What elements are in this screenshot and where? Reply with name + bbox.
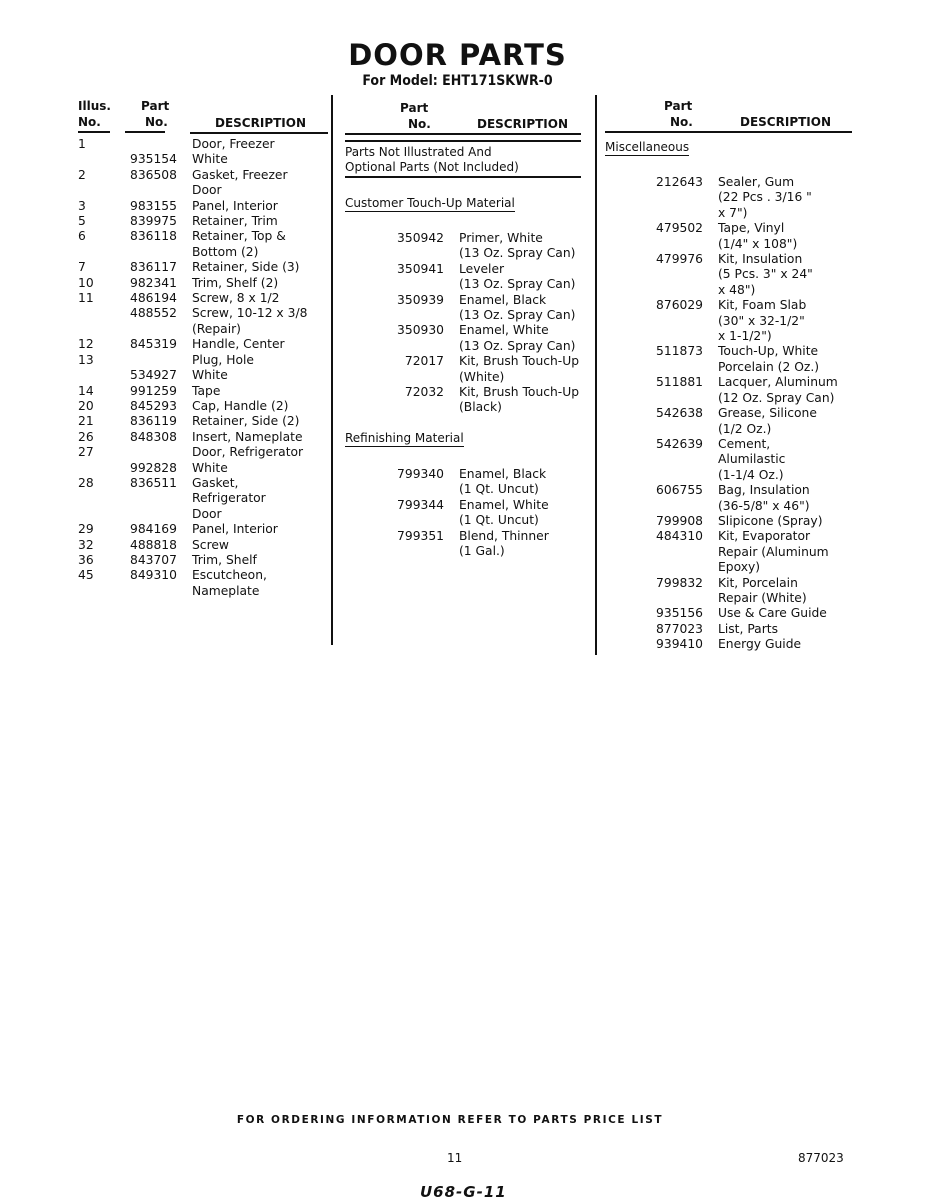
column-divider (595, 95, 597, 655)
section-text: Miscellaneous (605, 140, 690, 154)
part-description (718, 637, 801, 652)
description-line: (12 Oz. Spray Can) (718, 390, 835, 405)
description-line: White (192, 368, 228, 383)
description-line: (White) (459, 369, 505, 384)
part-number: 799908 (656, 513, 703, 528)
part-description (459, 231, 575, 262)
table-row (78, 353, 307, 368)
illus-number: 7 (78, 260, 86, 275)
table-row (648, 175, 838, 221)
part-number: 843707 (130, 552, 177, 567)
part-description (192, 414, 299, 429)
part-header (400, 100, 431, 132)
description-line: Kit, Foam Slab (718, 298, 807, 313)
description-line: Retainer, Trim (192, 214, 278, 229)
section-text: Refinishing Material (345, 431, 464, 445)
table-row (388, 498, 549, 529)
description-line: (Black) (459, 400, 502, 415)
description-line: (13 Oz. Spray Can) (459, 338, 576, 353)
part-description (718, 622, 778, 637)
column-divider (331, 95, 333, 645)
table-row (648, 637, 838, 652)
part-number (130, 445, 192, 460)
part-description (192, 229, 286, 260)
description-line: Porcelain (2 Oz.) (718, 359, 820, 374)
table-row (78, 445, 307, 460)
description-line: Screw, 8 x 1/2 (192, 291, 280, 306)
rule (345, 176, 581, 178)
description-line: Kit, Insulation (718, 252, 803, 267)
table-row (78, 229, 307, 260)
section-text: Customer Touch-Up Material (345, 196, 515, 210)
illus-number: 1 (78, 137, 86, 151)
part-number: 984169 (130, 522, 177, 537)
part-number: 839975 (130, 214, 177, 229)
table-row (78, 368, 307, 383)
table-row (388, 354, 579, 385)
part-description (192, 538, 229, 553)
illus-number: 28 (78, 475, 94, 490)
illus-number: 20 (78, 398, 94, 413)
part-description (192, 476, 266, 522)
document-number: 877023 (798, 1151, 844, 1165)
description-line: Enamel, White (459, 497, 549, 512)
part-number: 836508 (130, 167, 177, 182)
part-description (192, 168, 288, 199)
part-number: 799832 (656, 575, 703, 590)
illus-number: 27 (78, 445, 94, 460)
illus-number: 13 (78, 352, 94, 367)
description-line: Primer, White (459, 231, 543, 245)
part-number: 488818 (130, 537, 177, 552)
description-line: Tape, Vinyl (718, 221, 785, 236)
description-line: Nameplate (192, 583, 260, 598)
part-number: 350930 (397, 323, 444, 338)
part-description (192, 260, 299, 275)
section-not-illustrated (345, 145, 519, 176)
part-description (718, 406, 817, 437)
illus-number (78, 152, 130, 167)
description-header: DESCRIPTION (740, 115, 832, 129)
part-description (718, 175, 812, 221)
table-row (78, 199, 307, 214)
description-line: Enamel, Black (459, 467, 547, 481)
description-line: (22 Pcs . 3/16 " (718, 190, 812, 205)
illus-number: 14 (78, 383, 94, 398)
table-row (648, 375, 838, 406)
description-line: Trim, Shelf (192, 552, 257, 567)
table-row (78, 461, 307, 476)
part-number: 845319 (130, 337, 177, 352)
description-line: (1 Gal.) (459, 544, 505, 559)
part-number: 877023 (656, 621, 703, 636)
section-text: Parts Not Illustrated And (345, 145, 492, 159)
part-number: 836511 (130, 475, 177, 490)
description-line: Enamel, Black (459, 292, 547, 307)
part-number: 486194 (130, 291, 177, 306)
part-description (192, 430, 303, 445)
description-line: Retainer, Side (3) (192, 260, 300, 275)
illus-number (78, 306, 130, 337)
description-line: x 48") (718, 282, 756, 297)
part-number: 534927 (130, 368, 177, 383)
table-row (78, 430, 307, 445)
page-number: 11 (447, 1151, 463, 1165)
table-row (78, 168, 307, 199)
table-row (648, 622, 838, 637)
table-row (388, 385, 579, 416)
table-row (78, 214, 307, 229)
description-line: (1/2 Oz.) (718, 421, 772, 436)
description-line: Lacquer, Aluminum (718, 375, 838, 390)
ordering-note: FOR ORDERING INFORMATION REFER TO PARTS PRICE LIST (236, 1114, 664, 1126)
part-number: 479976 (656, 252, 703, 267)
part-number: 72032 (404, 385, 444, 400)
part-number: 799340 (397, 467, 444, 481)
parts-table-col1 (78, 137, 307, 599)
description-line: (13 Oz. Spray Can) (459, 308, 576, 323)
part-description (192, 337, 285, 352)
part-number: 212643 (656, 175, 703, 189)
part-description (459, 293, 575, 324)
description-line: Bag, Insulation (718, 483, 810, 498)
table-row (648, 514, 838, 529)
part-description (718, 221, 797, 252)
illus-number: 2 (78, 167, 86, 182)
description-line: Panel, Interior (192, 198, 278, 213)
model-subtitle: For Model: EHT171SKWR-0 (362, 73, 553, 89)
header-text: Part (141, 99, 170, 113)
part-description (192, 568, 267, 599)
part-number: 836117 (130, 260, 177, 275)
description-line: (13 Oz. Spray Can) (459, 277, 576, 292)
description-line: Trim, Shelf (2) (192, 275, 279, 290)
description-line: Screw (192, 537, 229, 552)
part-number: 848308 (130, 429, 177, 444)
description-line: Sealer, Gum (718, 175, 795, 189)
part-description (192, 553, 257, 568)
description-line: Leveler (459, 261, 505, 276)
description-line: White (192, 460, 228, 475)
part-description (192, 399, 288, 414)
illus-header (78, 98, 111, 130)
description-line: (1-1/4 Oz.) (718, 467, 784, 482)
description-line: (1/4" x 108") (718, 236, 798, 251)
part-description (192, 199, 278, 214)
description-line: Alumilastic (718, 452, 786, 467)
illus-number: 10 (78, 275, 94, 290)
part-number: 935156 (656, 606, 703, 621)
description-line: Repair (Aluminum (718, 544, 829, 559)
part-description (718, 298, 806, 344)
table-row (78, 384, 307, 399)
description-line: Tape (192, 383, 221, 398)
description-line: Cement, (718, 436, 771, 451)
illus-number: 11 (78, 291, 94, 306)
description-line: Touch-Up, White (718, 344, 819, 359)
part-number: 350942 (397, 231, 444, 245)
table-row (78, 260, 307, 275)
rule (605, 131, 852, 133)
description-header: DESCRIPTION (477, 117, 569, 131)
table-row (648, 529, 838, 575)
part-description (192, 276, 278, 291)
table-row (78, 137, 307, 152)
part-number: 511873 (656, 344, 703, 359)
misc-table (648, 175, 838, 653)
part-description (718, 375, 838, 406)
table-row (78, 337, 307, 352)
part-number: 479502 (656, 221, 703, 236)
table-row (388, 529, 549, 560)
illus-number: 3 (78, 198, 86, 213)
table-row (78, 476, 307, 522)
part-description (192, 461, 228, 476)
description-line: Blend, Thinner (459, 528, 549, 543)
table-row (648, 252, 838, 298)
description-line: x 7") (718, 205, 748, 220)
part-description (192, 384, 220, 399)
rule (190, 132, 328, 134)
illus-number: 21 (78, 414, 94, 429)
table-row (648, 298, 838, 344)
part-description (192, 368, 228, 383)
section-touchup (345, 196, 515, 211)
description-line: Slipicone (Spray) (718, 513, 823, 528)
part-description (192, 522, 278, 537)
description-line: (30" x 32-1/2" (718, 313, 805, 328)
part-number: 350939 (397, 292, 444, 307)
table-row (648, 576, 838, 607)
table-row (78, 553, 307, 568)
part-number: 488552 (130, 306, 177, 321)
part-number: 606755 (656, 483, 703, 498)
description-line: (36-5/8" x 46") (718, 498, 810, 513)
description-line: Energy Guide (718, 637, 802, 652)
part-description (718, 344, 819, 375)
part-number: 991259 (130, 383, 177, 398)
table-row (648, 221, 838, 252)
part-number: 992828 (130, 460, 177, 475)
part-description (718, 576, 807, 607)
part-description (192, 152, 228, 167)
part-header (664, 98, 693, 130)
part-number: 511881 (656, 375, 703, 390)
description-line: Door (192, 506, 222, 521)
table-row (648, 437, 838, 483)
part-header (141, 98, 169, 130)
part-description (718, 514, 823, 529)
table-row (78, 414, 307, 429)
description-line: Handle, Center (192, 337, 285, 352)
illus-number (78, 461, 130, 476)
rule (345, 133, 581, 135)
part-description (459, 323, 575, 354)
part-number (130, 137, 192, 152)
table-row (388, 323, 579, 354)
header-text: No. (78, 115, 101, 129)
part-description (192, 291, 280, 306)
illus-number (78, 368, 130, 383)
description-line: (13 Oz. Spray Can) (459, 246, 576, 261)
part-description (192, 353, 254, 368)
header-text: Illus. (78, 99, 111, 113)
description-line: Plug, Hole (192, 352, 255, 367)
part-number (130, 353, 192, 368)
description-line: Enamel, White (459, 323, 549, 338)
description-line: Use & Care Guide (718, 606, 827, 621)
description-line: White (192, 152, 228, 167)
table-row (388, 231, 579, 262)
header-text: No. (408, 117, 431, 131)
part-number: 836118 (130, 229, 177, 244)
description-line: (5 Pcs. 3" x 24" (718, 267, 813, 282)
description-line: x 1-1/2") (718, 329, 772, 344)
description-line: Kit, Porcelain (718, 575, 798, 590)
part-number: 799344 (397, 497, 444, 512)
description-line: Kit, Evaporator (718, 529, 811, 544)
part-description (459, 354, 579, 385)
description-line: Bottom (2) (192, 244, 259, 259)
description-line: Insert, Nameplate (192, 429, 303, 444)
part-description (718, 437, 785, 483)
part-description (718, 252, 813, 298)
description-line: Door, Freezer (192, 137, 275, 151)
part-description (459, 467, 546, 498)
description-line: Cap, Handle (2) (192, 398, 289, 413)
part-number: 542639 (656, 436, 703, 451)
description-header: DESCRIPTION (215, 116, 307, 130)
description-line: Kit, Brush Touch-Up (459, 354, 580, 369)
table-row (78, 152, 307, 167)
description-line: Panel, Interior (192, 522, 278, 537)
table-row (78, 306, 307, 337)
rule (345, 140, 581, 142)
header-text: Part (400, 101, 429, 115)
illus-number: 29 (78, 522, 94, 537)
part-number: 484310 (656, 529, 703, 544)
section-text: Optional Parts (Not Included) (345, 160, 519, 175)
table-row (78, 276, 307, 291)
part-description (192, 137, 275, 152)
part-description (192, 445, 303, 460)
illus-number: 6 (78, 229, 86, 244)
illus-number: 36 (78, 552, 94, 567)
description-line: Epoxy) (718, 560, 761, 575)
part-number: 982341 (130, 275, 177, 290)
header-text: Part (664, 99, 693, 113)
part-number: 350941 (397, 261, 444, 276)
description-line: Door (192, 183, 222, 198)
table-row (78, 399, 307, 414)
part-number: 876029 (656, 298, 703, 313)
header-text: No. (145, 115, 168, 129)
part-description (459, 385, 579, 416)
table-row (78, 568, 307, 599)
illus-number: 5 (78, 214, 86, 229)
part-description (459, 498, 549, 529)
refinishing-table (388, 467, 549, 559)
description-line: Refrigerator (192, 491, 266, 506)
description-line: Grease, Silicone (718, 406, 817, 421)
description-line: Escutcheon, (192, 568, 267, 583)
part-description (192, 214, 278, 229)
part-number: 542638 (656, 406, 703, 421)
part-description (718, 483, 810, 514)
part-description (718, 606, 827, 621)
table-row (78, 291, 307, 306)
description-line: (1 Qt. Uncut) (459, 482, 539, 497)
header-text: No. (670, 115, 693, 129)
illus-number: 12 (78, 337, 94, 352)
part-number: 799351 (397, 528, 444, 543)
description-line: Gasket, Freezer (192, 167, 288, 182)
page-title: DOOR PARTS (348, 38, 567, 72)
section-misc (605, 140, 689, 155)
description-line: List, Parts (718, 621, 778, 636)
table-row (648, 606, 838, 621)
part-number: 939410 (656, 637, 703, 652)
section-refinishing (345, 431, 464, 446)
description-line: Kit, Brush Touch-Up (459, 385, 580, 400)
rule (125, 131, 165, 133)
description-line: Door, Refrigerator (192, 445, 304, 460)
description-line: (1 Qt. Uncut) (459, 513, 539, 528)
part-description (718, 529, 829, 575)
table-row (388, 262, 579, 293)
table-row (78, 522, 307, 537)
part-number: 845293 (130, 398, 177, 413)
description-line: Retainer, Side (2) (192, 414, 300, 429)
part-number: 849310 (130, 568, 177, 583)
table-row (78, 538, 307, 553)
illus-number: 45 (78, 568, 94, 583)
part-number: 983155 (130, 198, 177, 213)
description-line: Screw, 10-12 x 3/8 (192, 306, 308, 321)
table-row (648, 344, 838, 375)
handwritten-note: U68-G-11 (420, 1183, 507, 1201)
description-line: Retainer, Top & (192, 229, 286, 244)
part-description (459, 529, 549, 560)
table-row (648, 406, 838, 437)
rule (78, 131, 110, 133)
illus-number: 32 (78, 537, 94, 552)
part-description (459, 262, 575, 293)
description-line: Repair (White) (718, 590, 807, 605)
table-row (388, 293, 579, 324)
table-row (388, 467, 549, 498)
illus-number: 26 (78, 429, 94, 444)
table-row (648, 483, 838, 514)
description-line: (Repair) (192, 321, 241, 336)
part-number: 72017 (404, 354, 444, 369)
description-line: Gasket, (192, 475, 239, 490)
touchup-table (388, 231, 579, 416)
part-number: 836119 (130, 414, 177, 429)
part-description (192, 306, 307, 337)
part-number: 935154 (130, 152, 177, 167)
